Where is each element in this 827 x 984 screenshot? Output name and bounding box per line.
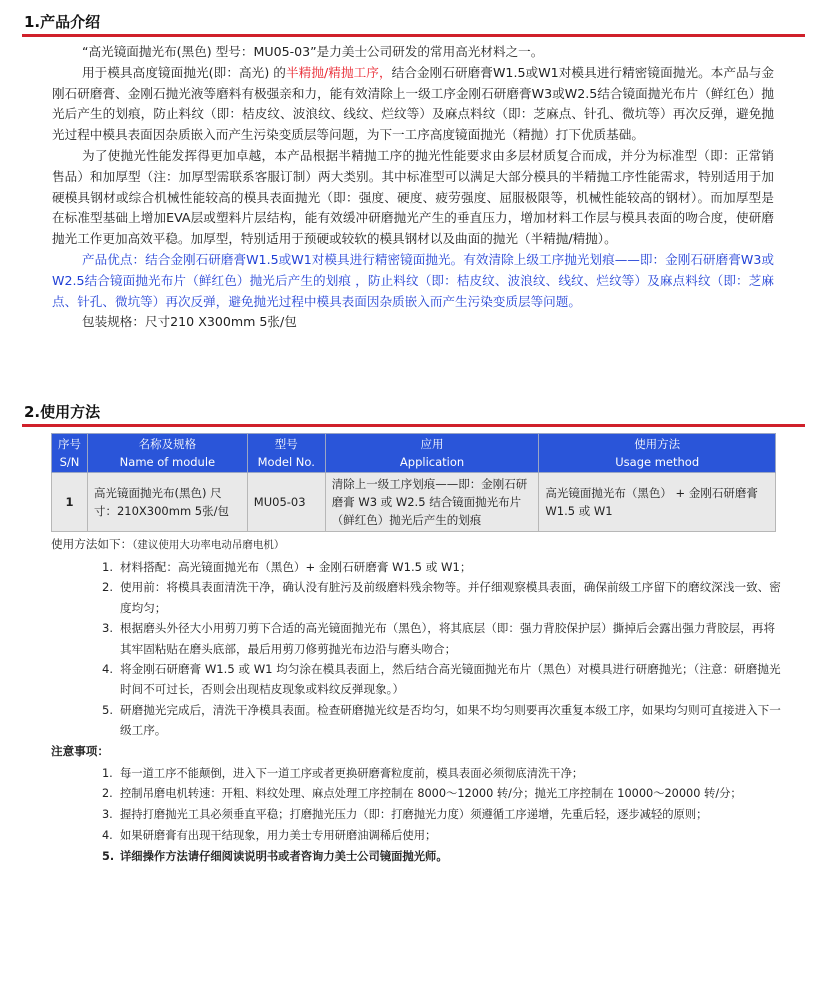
product-advantages: 产品优点：结合金刚石研磨膏W1.5或W1对模具进行精密镜面抛光。有效清除上级工序抛光划痕——即：金刚石研磨膏W3或W2.5结合镜面抛光布片（鲜红色）抛光后产生的划痕 ，防止料纹（即：桔皮纹、波浪纹、线纹、烂纹等）及麻点料纹（即：芝麻点、针孔、微坑等）再次反弹，避免抛光过程中模具表面因杂质嵌入而产生污染变质层等问题。 xyxy=(52,251,774,309)
list-text: 材料搭配：高光镜面抛光布（黑色）+ 金刚石研磨膏 W1.5 或 W1； xyxy=(120,560,472,574)
list-text: 使用前：将模具表面清洗干净，确认没有脏污及前级磨料残余物等。并仔细观察模具表面，确保前级工序留下的磨纹深浅一致、密度均匀； xyxy=(120,580,781,615)
list-item xyxy=(51,659,781,700)
cell-application: 清除上一级工序划痕——即：金刚石研磨膏 W3 或 W2.5 结合镜面抛光布片（鲜红色）抛光后产生的划痕 xyxy=(325,473,539,532)
list-text: 如果研磨膏有出现干结现象，用力美士专用研磨油调稀后使用； xyxy=(120,829,437,843)
column-header-en: Usage method xyxy=(615,455,700,469)
notes-list xyxy=(51,764,781,868)
list-number: 3. xyxy=(102,621,114,636)
column-header xyxy=(325,434,539,473)
list-item xyxy=(51,784,781,805)
list-text: 根据磨头外径大小用剪刀剪下合适的高光镜面抛光布（黑色），将其底层（即：强力背胶保护层）撕掉后会露出强力背胶层，再将其牢固粘贴在磨头底部，最后用剪刀修剪抛光布边沿与磨头吻合； xyxy=(120,621,776,656)
list-number: 5. xyxy=(102,849,115,863)
list-number: 3. xyxy=(102,808,113,822)
list-number: 4. xyxy=(102,829,113,843)
usage-steps xyxy=(51,557,781,741)
list-number: 1. xyxy=(102,560,114,574)
list-item xyxy=(51,847,781,868)
column-header xyxy=(87,434,247,473)
section-title-usage: 2.使用方法 xyxy=(24,403,101,421)
cell-model: MU05-03 xyxy=(247,473,325,532)
table-row xyxy=(52,473,776,532)
column-header xyxy=(539,434,776,473)
list-item xyxy=(51,557,781,577)
highlight-text: 半精抛/精抛工序， xyxy=(285,64,392,80)
intro-paragraph: “高光镜面抛光布(黑色) 型号：MU05-03”是力美士公司研发的常用高光材料之一。 xyxy=(82,44,544,59)
list-number: 2. xyxy=(102,580,114,595)
list-text: 每一道工序不能颠倒，进入下一道工序或者更换研磨膏粒度前，模具表面必须彻底清洗干净； xyxy=(120,766,584,780)
cell-usage: 高光镜面抛光布（黑色） + 金刚石研磨膏 W1.5 或 W1 xyxy=(539,473,776,532)
column-header-en: Model No. xyxy=(257,455,315,469)
list-text: 将金刚石研磨膏 W1.5 或 W1 均匀涂在模具表面上，然后结合高光镜面抛光布片（黑色）对模具进行研磨抛光；（注意：研磨抛光时间不可过长，否则会出现桔皮现象或料纹反弹现象。） xyxy=(120,662,781,697)
list-text: 握持打磨抛光工具必须垂直平稳；打磨抛光压力（即：打磨抛光力度）须遵循工序递增，先重后轻，逐步减轻的原则； xyxy=(120,808,708,822)
intro-text xyxy=(52,42,774,333)
cell-sn: 1 xyxy=(52,473,88,532)
usage-lead-text: 使用方法如下： xyxy=(51,537,133,551)
intro-paragraph: 为了使抛光性能发挥得更加卓越，本产品根据半精抛工序的抛光性能要求由多层材质复合而成，并分为标准型（即：正常销售品）和加厚型（注：加厚型需联系客服订制）两大类别。其中标准型可以满足大部分模具的半精抛工序性能需求，特别适用于加硬模具钢材或综合机械性能较高的模具表面抛光（即：强度、硬度、疲劳强度、屈服极限等，机械性能较高的钢材）。而加厚型是在标准型基础上增加EVA层或塑料片层结构，能有效缓冲研磨抛光产生的垂直压力，增加材料工作层与模具表面的吻合度，使研磨抛光工作更加高效平稳。加厚型，特别适用于预硬或较软的模具钢材以及曲面的抛光（半精抛/精抛）。 xyxy=(52,147,774,247)
column-header-cn: 名称及规格 xyxy=(138,437,197,451)
list-item xyxy=(51,618,781,659)
list-number: 2. xyxy=(102,787,113,801)
notes-section xyxy=(51,741,781,868)
section-title-intro: 1.产品介绍 xyxy=(24,13,101,31)
list-text: 详细操作方法请仔细阅读说明书或者咨询力美士公司镜面抛光师。 xyxy=(120,849,448,863)
cell-name: 高光镜面抛光布(黑色) 尺寸：210X300mm 5张/包 xyxy=(87,473,247,532)
intro-text-span: 用于模具高度镜面抛光(即：高光) 的 xyxy=(82,64,286,80)
list-item xyxy=(51,826,781,847)
list-number: 1. xyxy=(102,766,113,780)
column-header xyxy=(52,434,88,473)
column-header-cn: 应用 xyxy=(420,437,444,451)
list-item xyxy=(51,700,781,741)
list-number: 4. xyxy=(102,662,114,677)
list-number: 5. xyxy=(102,702,114,717)
section-divider xyxy=(22,34,805,37)
intro-text-span: 结合金刚石研磨膏W1.5或W1对模具进行精密镜面抛光。本产品与金刚石研磨膏、金刚石抛光液等磨料有极强亲和力，能有效清除上一级工序金刚石研磨膏W3或W2.5结合镜面抛光布片（鲜红色）抛光后产生的划痕，防止料纹（即：桔皮纹、波浪纹、线纹、烂纹等）及麻点料纹（即：芝麻点、针孔、微坑等）再次反弹，避免抛光过程中模具表面因杂质嵌入而产生污染变质层等问题，为下一工序高度镜面抛光（精抛）打下优质基础。 xyxy=(52,64,774,143)
list-text: 研磨抛光完成后，清洗干净模具表面。检查研磨抛光纹是否均匀，如果不均匀则要再次重复本级工序，如果均匀则可直接进入下一级工序。 xyxy=(120,702,781,738)
usage-instructions xyxy=(51,535,781,868)
list-item xyxy=(51,764,781,785)
column-header-en: Application xyxy=(399,455,465,469)
intro-paragraph xyxy=(52,63,774,146)
list-item xyxy=(51,577,781,618)
column-header-cn: 使用方法 xyxy=(634,437,681,451)
list-text: 控制吊磨电机转速：开粗、料纹处理、麻点处理工序控制在 8000～12000 转/分；抛光工序控制在 10000～20000 转/分； xyxy=(120,787,742,801)
packaging-spec: 包装规格：尺寸210 X300mm 5张/包 xyxy=(82,314,297,330)
section-divider xyxy=(22,424,805,427)
usage-lead-note: （建议使用大功率电动吊磨电机） xyxy=(132,539,285,551)
column-header-en: Name of module xyxy=(119,455,216,469)
notes-title: 注意事项： xyxy=(51,743,109,758)
column-header-cn: 型号 xyxy=(274,437,298,451)
column-header xyxy=(247,434,325,473)
usage-lead xyxy=(51,535,781,554)
table-header-row xyxy=(52,434,776,473)
list-item xyxy=(51,805,781,826)
spec-table xyxy=(51,433,776,532)
column-header-en: S/N xyxy=(59,455,80,469)
column-header-cn: 序号 xyxy=(57,437,81,451)
